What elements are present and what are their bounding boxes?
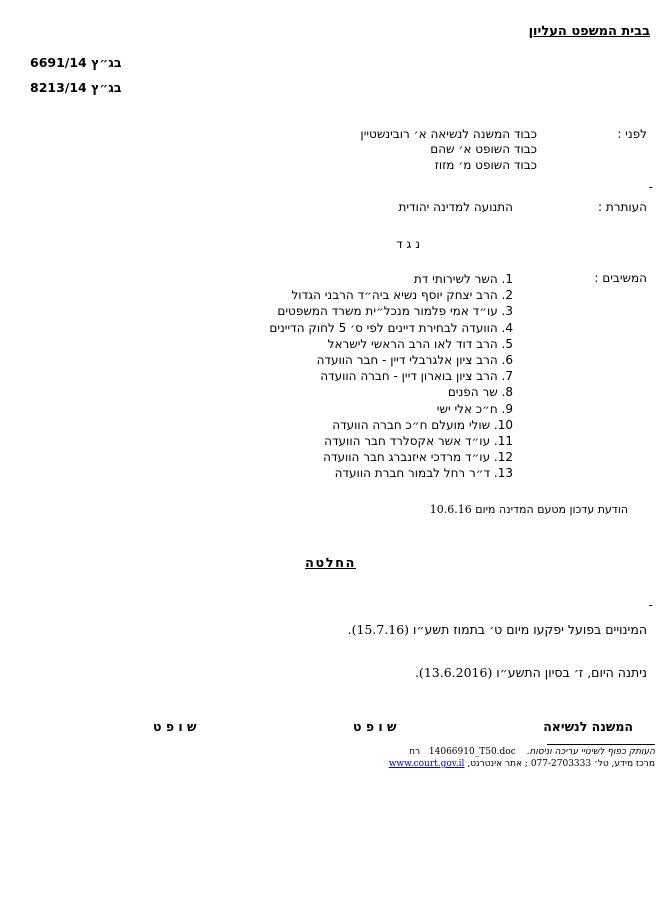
caption-dash: - [648, 180, 653, 194]
respondent-item: 10. שולי מועלם ח״כ חברה הוועדה [332, 417, 513, 432]
decision-heading [0, 556, 661, 571]
respondent-item: 7. הרב ציון בוארון דיין - חברה הוועדה [320, 369, 513, 384]
footer-disclaimer: העותק כפוף לשינויי עריכה וניסוח. [526, 747, 655, 757]
judges-list [360, 127, 537, 173]
petitioner-label: העותרת : [597, 200, 647, 214]
before-label: לפני : [617, 127, 647, 141]
respondent-item: 13. ד״ר רחל לבמור חברת הוועדה [334, 466, 513, 481]
court-website-link[interactable]: www.court.gov.il [388, 759, 465, 769]
signature-deputy-president: המשנה לנשיאה [543, 719, 633, 734]
respondent-item: 9. ח״כ אלי ישי [436, 401, 513, 416]
decision-date-line: ניתנה היום, ז׳ בסיון התשע״ו (13.6.2016). [414, 665, 647, 680]
footer-divider [547, 744, 655, 745]
respondents-list [269, 271, 513, 482]
footer-typist-initials: רח [409, 747, 421, 757]
decision-heading-text: החלטה [305, 556, 356, 571]
case-number-1: בג״ץ 6691/14 [30, 55, 122, 70]
versus-text: נ ג ד [396, 237, 420, 251]
respondent-item: 4. הוועדה לבחירת דיינים לפי ס׳ 5 לחוק הדיינים [269, 320, 513, 335]
judge-line: כבוד השופט מ׳ מזוז [434, 157, 537, 172]
respondent-item: 8. שר הפנים [447, 385, 513, 400]
ruling-text: המינויים בפועל יפקעו מיום ט׳ בתמוז תשע״ו (15.7.16). [347, 622, 647, 637]
case-number-2: בג״ץ 8213/14 [30, 80, 122, 95]
respondent-item: 2. הרב יצחק יוסף נשיא ביה״ד הרבני הגדול [291, 288, 513, 303]
respondent-item: 11. עו״ד אשר אקסלרד חבר הוועדה [324, 434, 513, 449]
respondent-item: 1. השר לשירותי דת [413, 272, 513, 286]
respondent-item: 12. עו״ד מרדכי איזנברג חבר הוועדה [323, 450, 513, 465]
respondent-item: 5. הרב דוד לאו הרב הראשי לישראל [327, 336, 513, 351]
state-update-notice: הודעת עדכון מטעם המדינה מיום 10.6.16 [429, 503, 628, 516]
footer-info-text: מרכז מידע, טל׳ 077-2703333 ; אתר אינטרנט, [467, 759, 655, 769]
judge-line: כבוד השופט א׳ שהם [430, 142, 537, 157]
decision-dash: - [648, 598, 653, 612]
respondent-item: 3. עו״ד אמי פלמור מנכל״ית משרד המשפטים [277, 304, 513, 319]
signature-justice-left: ש ו פ ט [153, 719, 197, 734]
judge-line: כבוד המשנה לנשיאה א׳ רובינשטיין [360, 127, 537, 141]
case-numbers [30, 50, 121, 100]
respondent-item: 6. הרב ציון אלגרבלי דיין - חבר הוועדה [316, 353, 513, 368]
signature-justice-middle: ש ו פ ט [353, 719, 397, 734]
footer-info-line [389, 759, 655, 769]
petitioner-name: התנועה למדינה יהודית [398, 200, 513, 214]
respondents-label: המשיבים : [594, 271, 647, 285]
court-title: בבית המשפט העליון [528, 24, 650, 39]
footer-disclaimer-line [409, 747, 655, 757]
footer-filename: 14066910_T50.doc [428, 747, 516, 757]
